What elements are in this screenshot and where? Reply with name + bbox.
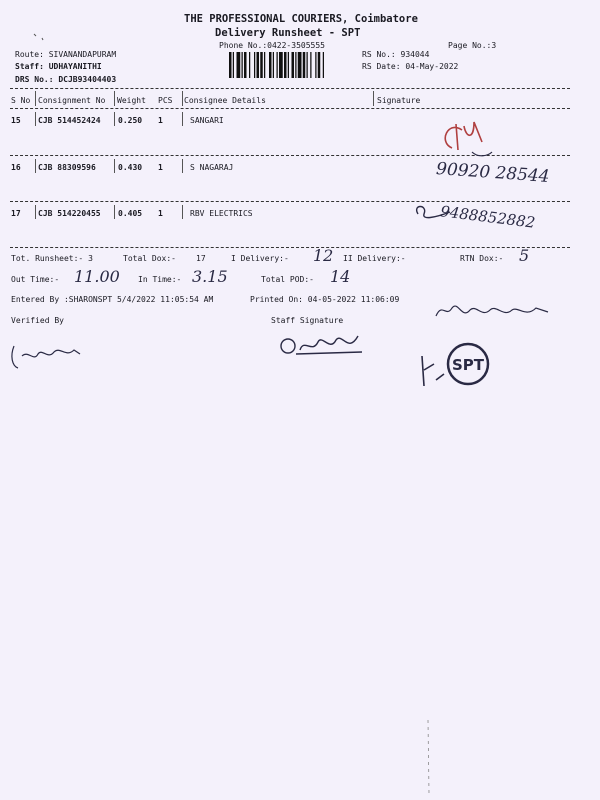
staff-signature-label: Staff Signature <box>271 316 344 325</box>
barcode-bar <box>249 52 250 78</box>
row-pcs: 1 <box>158 163 163 172</box>
row-sno: 16 <box>11 163 21 172</box>
ii-delivery-label: II Delivery:- <box>343 254 406 263</box>
barcode-bar <box>292 52 295 78</box>
divider <box>10 201 570 202</box>
barcode-bar <box>284 52 287 78</box>
i-delivery-value: 12 <box>313 246 334 265</box>
staff-signature-mark <box>276 328 368 362</box>
recipient-signature <box>432 298 562 324</box>
barcode-bar <box>244 52 247 78</box>
col-header-weight: Weight <box>117 96 146 105</box>
rtn-dox-value: 5 <box>519 246 530 265</box>
verified-by-label: Verified By <box>11 316 64 325</box>
col-header-sno: S No <box>11 96 31 105</box>
barcode-bar <box>242 52 243 78</box>
document-title: Delivery Runsheet - SPT <box>215 27 361 39</box>
barcode-bar <box>279 52 283 78</box>
col-header-signature: Signature <box>377 96 421 105</box>
out-time-value: 11.00 <box>74 267 120 286</box>
barcode-bar <box>237 52 241 78</box>
barcode-bar <box>254 52 255 78</box>
row-pcs: 1 <box>158 209 163 218</box>
row-sno: 17 <box>11 209 21 218</box>
barcode-bar <box>277 52 278 78</box>
row-consignee: S NAGARAJ <box>190 163 234 172</box>
rs-date: RS Date: 04-May-2022 <box>362 62 459 71</box>
out-time-label: Out Time:- <box>11 275 60 284</box>
barcode-bar <box>307 52 308 78</box>
barcode-bar <box>273 52 274 78</box>
column-rule <box>182 205 183 219</box>
total-dox-value: 17 <box>196 254 206 263</box>
column-rule <box>182 112 183 126</box>
barcode-bar <box>260 52 263 78</box>
column-rule <box>35 112 36 126</box>
row-consignee: RBV ELECTRICS <box>190 209 253 218</box>
barcode-bar <box>264 52 265 78</box>
drs-number: DRS No.: DCJB93404403 <box>15 75 117 84</box>
rtn-dox-label: RTN Dox:- <box>460 254 504 263</box>
column-rule <box>182 91 183 106</box>
in-time-label: In Time:- <box>138 275 182 284</box>
barcode-bar <box>315 52 316 78</box>
barcode-bar <box>229 52 232 78</box>
row-sno: 15 <box>11 116 21 125</box>
column-rule <box>35 205 36 219</box>
barcode-bar <box>295 52 296 78</box>
col-header-consignment: Consignment No <box>38 96 106 105</box>
divider <box>10 108 570 109</box>
barcode-bar <box>318 52 321 78</box>
column-rule <box>114 112 115 126</box>
total-pod-value: 14 <box>330 267 351 286</box>
column-rule <box>114 91 115 106</box>
column-rule <box>373 91 374 106</box>
barcode-bar <box>310 52 311 78</box>
barcode-bar <box>233 52 234 78</box>
row-weight: 0.405 <box>118 209 143 218</box>
column-rule <box>114 159 115 173</box>
column-rule <box>182 159 183 173</box>
barcode-bar <box>303 52 306 78</box>
rs-number: RS No.: 934044 <box>362 50 430 59</box>
page-number: Page No.:3 <box>448 41 497 50</box>
entered-by: Entered By :SHARONSPT 5/4/2022 11:05:54 AM <box>11 295 214 304</box>
row-pcs: 1 <box>158 116 163 125</box>
barcode-bar <box>323 52 324 78</box>
barcode-bar <box>257 52 260 78</box>
row-consignment: CJB 88309596 <box>38 163 96 172</box>
column-rule <box>35 91 36 106</box>
col-header-consignee: Consignee Details <box>184 96 266 105</box>
divider <box>10 88 570 89</box>
col-header-pcs: PCS <box>158 96 173 105</box>
i-delivery-label: I Delivery:- <box>231 254 289 263</box>
route: Route: SIVANANDAPURAM <box>15 50 117 59</box>
verified-by-signature <box>8 338 108 374</box>
barcode-bar <box>288 52 289 78</box>
barcode-bar <box>298 52 302 78</box>
row-consignment: CJB 514452424 <box>38 116 101 125</box>
column-rule <box>35 159 36 173</box>
phone-number: Phone No.:0422-3505555 <box>219 41 325 50</box>
divider <box>10 247 570 248</box>
barcode <box>229 52 355 78</box>
spt-stamp <box>416 334 496 394</box>
stray-mark <box>30 30 50 50</box>
total-pod-label: Total POD:- <box>261 275 314 284</box>
row-consignee: SANGARI <box>190 116 224 125</box>
row-weight: 0.250 <box>118 116 143 125</box>
handwritten-phone-row-17: 9488852882 <box>439 202 537 232</box>
printed-on: Printed On: 04-05-2022 11:06:09 <box>250 295 400 304</box>
tot-runsheet: Tot. Runsheet:- 3 <box>11 254 93 263</box>
barcode-bar <box>269 52 272 78</box>
stray-mark <box>424 718 432 798</box>
total-dox-label: Total Dox:- <box>123 254 176 263</box>
in-time-value: 3.15 <box>192 267 228 286</box>
column-rule <box>114 205 115 219</box>
stamp-text: SPT <box>451 356 485 374</box>
handwritten-phone-row-15: 90920 28544 <box>435 159 551 187</box>
staff: Staff: UDHAYANITHI <box>15 62 102 71</box>
row-consignment: CJB 514220455 <box>38 209 101 218</box>
row-weight: 0.430 <box>118 163 143 172</box>
company-name: THE PROFESSIONAL COURIERS, Coimbatore <box>184 13 418 25</box>
